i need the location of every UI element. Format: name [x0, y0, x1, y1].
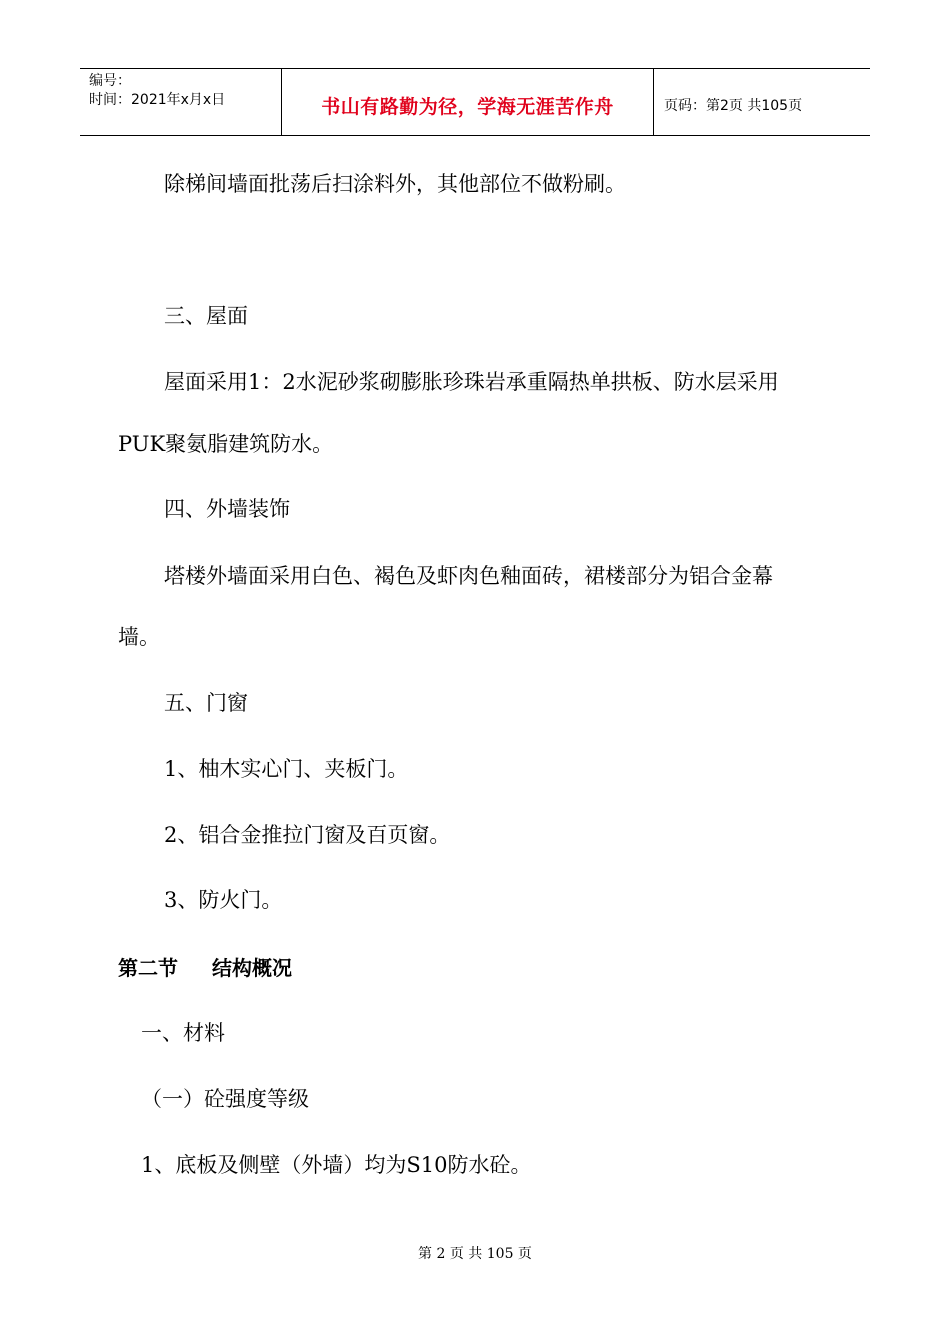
list-item-aluminum-windows: 2、铝合金推拉门窗及百页窗。: [164, 823, 451, 847]
list-item-waterproof-concrete: 1、底板及侧壁（外墙）均为S10防水砼。: [141, 1153, 532, 1177]
section-heading: [118, 954, 292, 982]
list-item-doors: 1、柚木实心门、夹板门。: [164, 757, 409, 781]
section-number: 第二节: [118, 956, 178, 980]
list-item-fire-doors: 3、防火门。: [164, 888, 283, 912]
paragraph-roof-line1: 屋面采用1：2水泥砂浆砌膨胀珍珠岩承重隔热单拱板、防水层采用: [164, 370, 779, 394]
header-meta-cell: [80, 69, 282, 135]
heading-concrete-grade: （一）砼强度等级: [141, 1087, 309, 1111]
paragraph-stairwell: 除梯间墙面批荡后扫涂料外，其他部位不做粉刷。: [164, 172, 626, 196]
page-footer: 第 2 页 共 105 页: [418, 1246, 532, 1262]
heading-exterior-wall: 四、外墙装饰: [164, 497, 290, 521]
page-header: [80, 68, 870, 136]
paragraph-roof-line2: PUK聚氨脂建筑防水。: [118, 432, 334, 456]
heading-doors-windows: 五、门窗: [164, 691, 248, 715]
document-time-label: 时间：2021年x月x日: [89, 92, 226, 108]
paragraph-exterior-line1: 塔楼外墙面采用白色、褐色及虾肉色釉面砖，裙楼部分为铝合金幕: [164, 564, 773, 588]
heading-materials: 一、材料: [141, 1021, 225, 1045]
section-title: 结构概况: [212, 956, 292, 980]
header-page-info: 页码：第2页 共105页: [664, 98, 803, 114]
header-motto: 书山有路勤为径，学海无涯苦作舟: [282, 69, 654, 135]
document-number-label: 编号：: [89, 73, 131, 89]
heading-roof: 三、屋面: [164, 304, 248, 328]
paragraph-exterior-line2: 墙。: [118, 625, 160, 649]
